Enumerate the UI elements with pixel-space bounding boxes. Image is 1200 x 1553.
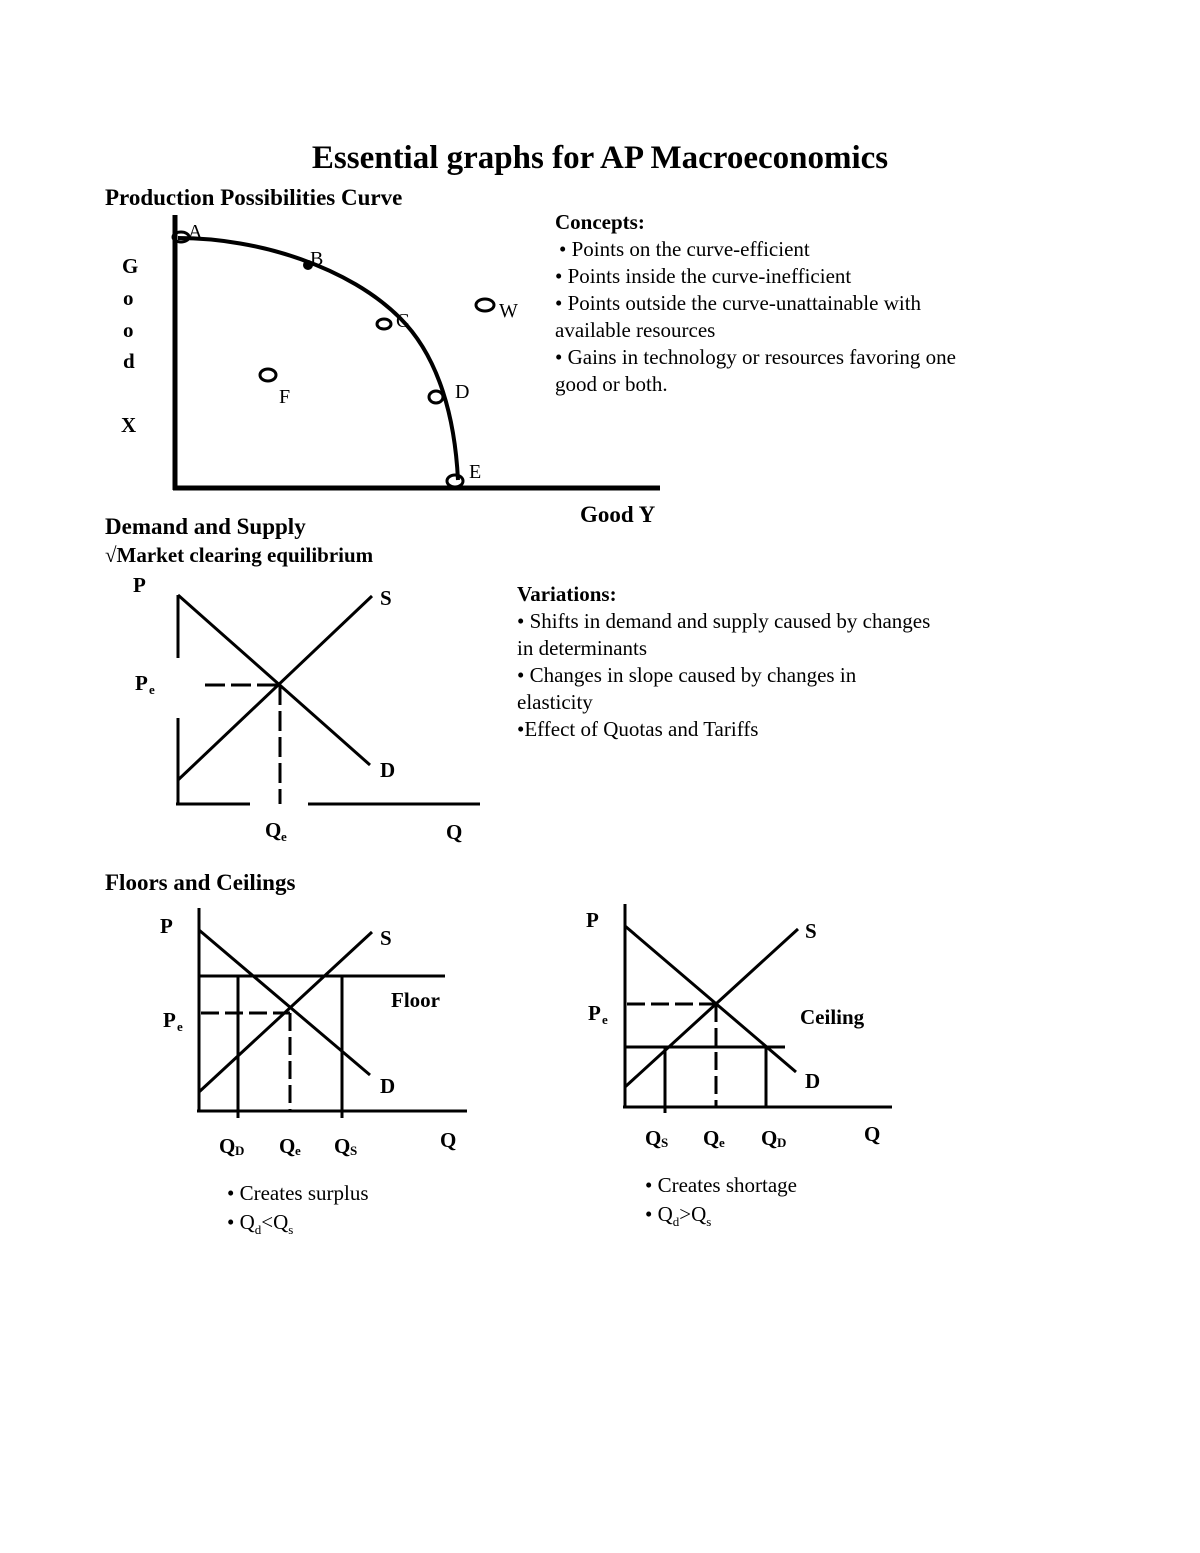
ceiling-q-label: Q xyxy=(864,1122,881,1146)
ppc-point-f: F xyxy=(279,386,291,408)
floor-d-label: D xyxy=(380,1074,396,1098)
ceiling-qd-label: Q xyxy=(761,1126,778,1150)
ppc-heading: Production Possibilities Curve xyxy=(105,185,403,210)
variation-item: •Effect of Quotas and Tariffs xyxy=(517,717,759,741)
ds-pe-sub: e xyxy=(149,682,155,697)
floor-qs-sub: S xyxy=(350,1143,358,1158)
ds-s-label: S xyxy=(380,586,392,610)
floor-pe-label: P xyxy=(163,1008,176,1032)
ceiling-qe-label: Q xyxy=(703,1126,720,1150)
page-title: Essential graphs for AP Macroeconomics xyxy=(311,140,889,176)
ds-heading: Demand and Supply xyxy=(105,514,306,539)
concept-item: • Points inside the curve-inefficient xyxy=(555,264,852,288)
floor-qe-label: Q xyxy=(279,1134,296,1158)
variation-item: • Shifts in demand and supply caused by changes in determinants xyxy=(517,609,931,660)
variations-title: Variations: xyxy=(517,582,617,606)
floor-label: Floor xyxy=(391,988,440,1012)
ds-q-label: Q xyxy=(446,820,463,844)
concept-item: • Points on the curve-efficient xyxy=(559,237,810,261)
ppc-y-label-1: G xyxy=(122,254,139,278)
concept-item: • Gains in technology or resources favoring one good or both. xyxy=(555,345,956,396)
ppc-y-label-4: d xyxy=(123,349,135,373)
floor-qs-label: Q xyxy=(334,1134,351,1158)
variation-item: • Changes in slope caused by changes in elasticity xyxy=(517,663,857,714)
ppc-y-label-5: X xyxy=(121,413,137,437)
ceiling-note-2: • $Q_d>Q_s$ xyxy=(645,1202,712,1230)
ds-d-label: D xyxy=(380,758,396,782)
ds-p-label: P xyxy=(133,573,146,597)
ppc-point-d: D xyxy=(455,381,470,403)
floor-pe-sub: e xyxy=(177,1019,183,1034)
ceiling-supply-line xyxy=(625,929,798,1087)
floor-note-2: • $Q_d<Q_s$ xyxy=(227,1210,294,1238)
ceiling-d-label: D xyxy=(805,1069,821,1093)
floor-qe-sub: e xyxy=(295,1143,301,1158)
floor-q-label: Q xyxy=(440,1128,457,1152)
ceiling-p-label: P xyxy=(586,908,599,932)
ceiling-pe-sub: e xyxy=(602,1012,608,1027)
concepts-title: Concepts: xyxy=(555,210,645,234)
floor-p-label: P xyxy=(160,914,173,938)
ceiling-qe-sub: e xyxy=(719,1135,725,1150)
floor-note-1: • Creates surplus xyxy=(227,1181,369,1205)
ceiling-qs-label: Q xyxy=(645,1126,662,1150)
ppc-y-label-2: o xyxy=(123,286,134,310)
ppc-x-label: Good Y xyxy=(580,502,656,527)
ds-subheading: √Market clearing equilibrium xyxy=(105,543,374,567)
ceiling-note-1: • Creates shortage xyxy=(645,1173,797,1197)
floor-s-label: S xyxy=(380,926,392,950)
ppc-point-c: C xyxy=(396,310,410,332)
fc-heading: Floors and Ceilings xyxy=(105,870,296,895)
ppc-point-b: B xyxy=(310,248,324,270)
ceiling-qd-sub: D xyxy=(777,1135,787,1150)
ds-pe-label: P xyxy=(135,671,148,695)
ds-qe-label: Q xyxy=(265,818,282,842)
ceiling-s-label: S xyxy=(805,919,817,943)
floor-qd-label: Q xyxy=(219,1134,236,1158)
ppc-point-w: W xyxy=(499,300,518,322)
ceiling-qs-sub: S xyxy=(661,1135,669,1150)
floor-qd-sub: D xyxy=(235,1143,245,1158)
ppc-point-a: A xyxy=(188,221,203,243)
ppc-point-e: E xyxy=(469,461,482,483)
ds-qe-sub: e xyxy=(281,829,287,844)
ceiling-label: Ceiling xyxy=(800,1005,865,1029)
ceiling-pe-label: P xyxy=(588,1001,601,1025)
concept-item: • Points outside the curve-unattainable with available resources xyxy=(555,291,922,342)
ceiling-demand-line xyxy=(625,926,796,1072)
ppc-y-label-3: o xyxy=(123,318,134,342)
